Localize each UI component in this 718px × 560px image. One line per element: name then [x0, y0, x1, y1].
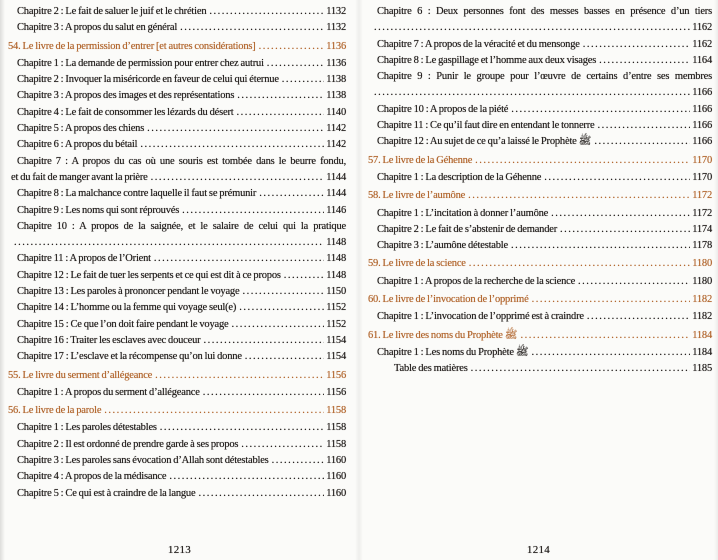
toc-entry-title: Chapitre 6 : Deux personnes font des messes basses en présence d’un tiers: [377, 6, 712, 17]
toc-chapter-entry: [368, 134, 712, 150]
toc-chapter-entry: [8, 72, 346, 88]
toc-entry-row: [8, 403, 346, 419]
toc-entry-row: [17, 437, 346, 453]
toc-page-number: 1138: [326, 74, 346, 86]
toc-chapter-entry: [8, 420, 346, 436]
toc-entry-title: Chapitre 2 : Le fait de saluer le juif et le chrétien: [17, 6, 207, 17]
toc-entry-title: Chapitre 7 : A propos du cas où une souris est tombée dans le beurre fondu,: [17, 155, 346, 167]
toc-page-number: 1158: [326, 422, 346, 434]
toc-page-number: 1136: [326, 57, 346, 69]
dot-leader: [272, 453, 325, 469]
toc-chapter-entry: [8, 453, 346, 469]
dot-leader: [599, 53, 690, 69]
toc-plain-entry: [368, 361, 712, 377]
toc-entry-row: [377, 309, 712, 325]
toc-page-number: 1148: [326, 253, 346, 265]
toc-entry-leader-row: [11, 170, 346, 186]
toc-entry-title: Chapitre 10 : A propos de la piété: [377, 103, 509, 115]
toc-entry-title: 56. Le livre de la parole: [8, 405, 102, 417]
toc-entry-row: [17, 203, 346, 219]
toc-chapter-entry: [8, 219, 346, 252]
toc-chapter-entry: [8, 333, 346, 349]
toc-page-number: 1162: [692, 22, 712, 34]
toc-entry-title: Chapitre 3 : A propos des images et des représentations: [17, 90, 235, 102]
toc-page-number: 1172: [692, 207, 712, 219]
dot-leader: [551, 206, 690, 222]
toc-chapter-entry: [8, 284, 346, 300]
dot-leader: [520, 328, 690, 344]
toc-chapter-entry: [368, 274, 712, 290]
toc-chapter-entry: [368, 206, 712, 222]
toc-entry-row: [17, 333, 346, 349]
toc-page-number: 1170: [692, 154, 712, 166]
toc-page-number: 1136: [326, 40, 346, 52]
toc-entry-title: Chapitre 13 : Les paroles à prononcer pendant le voyage: [17, 286, 240, 298]
toc-entry-row: [17, 137, 346, 153]
dot-leader: [155, 368, 324, 384]
toc-page-number: 1184: [692, 329, 712, 341]
toc-entry-title: Chapitre 1 : La demande de permission pour entrer chez autrui: [17, 57, 264, 69]
dot-leader: [160, 420, 324, 436]
toc-entry-row: [368, 328, 712, 344]
toc-page-number: 1144: [326, 188, 346, 200]
dot-leader: [468, 188, 690, 204]
toc-entry-row: [17, 486, 346, 502]
toc-book-entry: [368, 292, 712, 308]
toc-chapter-entry: [8, 4, 346, 20]
toc-entry-title: Chapitre 9 : Les noms qui sont réprouvés: [17, 204, 180, 216]
dot-leader: [469, 256, 690, 272]
dot-leader: [532, 345, 691, 361]
dot-leader: [239, 300, 324, 316]
toc-entry-row: [377, 238, 712, 254]
toc-page-number: 1180: [692, 258, 712, 270]
toc-chapter-entry: [368, 170, 712, 186]
toc-chapter-entry: [8, 437, 346, 453]
dot-leader: [578, 274, 690, 290]
toc-book-entry: [368, 256, 712, 272]
toc-chapter-entry: [368, 118, 712, 134]
dot-leader: [169, 469, 324, 485]
toc-entry-title: Chapitre 15 : Ce que l’on doit faire pendant le voyage: [17, 318, 229, 330]
toc-chapter-entry: [8, 469, 346, 485]
toc-entry-row: [17, 121, 346, 137]
toc-chapter-entry: [368, 222, 712, 238]
toc-entry-row: [17, 420, 346, 436]
toc-entry-title: Chapitre 10 : A propos de la saignée, et le salaire de celui qui la pratique: [17, 220, 346, 232]
toc-entry-row: [368, 256, 712, 272]
dot-leader: [544, 170, 690, 186]
toc-entry-row: [377, 134, 712, 150]
toc-chapter-entry: [368, 53, 712, 69]
toc-page-number: 1180: [692, 275, 712, 287]
toc-entry-title: Chapitre 2 : Invoquer la miséricorde en faveur de celui qui éternue: [17, 74, 279, 86]
toc-chapter-entry: [368, 37, 712, 53]
toc-entry-title: Chapitre 2 : Le fait de s’abstenir de demander: [377, 223, 558, 235]
toc-entry-row: [377, 222, 712, 238]
toc-entry-title: Chapitre 3 : L’aumône détestable: [377, 240, 508, 252]
toc-page-number: 1182: [692, 311, 712, 323]
toc-book-entry: [368, 328, 712, 344]
dot-leader: [282, 72, 324, 88]
toc-page-number: 1152: [326, 302, 346, 314]
toc-entry-row: [17, 469, 346, 485]
toc-chapter-entry: [368, 238, 712, 254]
toc-entry-title: Chapitre 1 : A propos du serment d’allégeance: [17, 386, 200, 398]
toc-entry-title: Table des matières: [394, 363, 468, 375]
toc-entry-row: [17, 186, 346, 202]
toc-entry-title: Chapitre 3 : Les paroles sans évocation d’Allah sont détestables: [17, 455, 269, 467]
toc-page-number: 1182: [692, 294, 712, 306]
toc-book-entry: [368, 188, 712, 204]
toc-page-number: 1154: [326, 334, 346, 346]
dot-leader: [245, 349, 324, 365]
toc-chapter-entry: [368, 102, 712, 118]
toc-content-left: [0, 0, 359, 502]
toc-page-number: 1178: [692, 240, 712, 252]
folio-page-number: 1214: [526, 543, 551, 556]
toc-page-number: 1185: [692, 363, 712, 375]
toc-entry-row: [17, 56, 346, 72]
dot-leader: [532, 292, 691, 308]
toc-entry-leader-row: [371, 20, 712, 36]
toc-chapter-entry: [368, 345, 712, 361]
dot-leader: [14, 235, 324, 251]
toc-entry-title: Chapitre 5 : A propos des chiens: [17, 123, 145, 135]
toc-entry-title: Chapitre 12 : Au sujet de ce qu’a laissé le Prophète ﷺ: [377, 136, 592, 148]
dot-leader: [374, 85, 690, 101]
dot-leader: [284, 268, 324, 284]
toc-page-number: 1158: [326, 405, 346, 417]
toc-page-number: 1148: [326, 269, 346, 281]
toc-chapter-entry: [8, 268, 346, 284]
toc-chapter-entry: [8, 251, 346, 267]
toc-page-number: 1132: [326, 6, 346, 17]
toc-chapter-entry: [368, 309, 712, 325]
toc-entry-row: [17, 284, 346, 300]
toc-entry-title: Chapitre 7 : A propos de la véracité et du mensonge: [377, 38, 580, 50]
toc-chapter-entry: [8, 203, 346, 219]
toc-page-number: 1162: [692, 38, 712, 50]
toc-entry-title: 61. Le livre des noms du Prophète ﷺ: [368, 329, 518, 341]
dot-leader: [259, 186, 324, 202]
dot-leader: [267, 56, 324, 72]
toc-entry-title: Chapitre 1 : L’invocation de l’opprimé est à craindre: [377, 311, 584, 323]
toc-page-number: 1164: [692, 54, 712, 66]
toc-entry-title: Chapitre 11 : Ce qu’il faut dire en entendant le tonnerre: [377, 120, 595, 132]
toc-chapter-entry: [8, 121, 346, 137]
toc-entry-title: 57. Le livre de la Géhenne: [368, 154, 473, 166]
toc-entry-title: 59. Le livre de la science: [368, 258, 466, 270]
toc-entry-title: Chapitre 1 : Les paroles détestables: [17, 422, 157, 434]
toc-page-number: 1166: [692, 120, 712, 132]
toc-page-number: 1148: [326, 237, 346, 249]
toc-chapter-entry: [8, 486, 346, 502]
toc-page-number: 1160: [326, 487, 346, 499]
toc-book-entry: [8, 39, 346, 55]
dot-leader: [104, 403, 324, 419]
toc-entry-title: Chapitre 4 : A propos de la médisance: [17, 471, 167, 483]
dot-leader: [471, 361, 691, 377]
toc-entry-continuation: et du fait de manger avant la prière: [11, 171, 148, 183]
toc-chapter-entry: [368, 69, 712, 102]
toc-page-number: 1140: [326, 106, 346, 118]
toc-entry-title: Chapitre 14 : L’homme ou la femme qui voyage seul(e): [17, 302, 237, 314]
dot-leader: [237, 88, 324, 104]
toc-page-number: 1142: [326, 139, 346, 151]
toc-chapter-entry: [8, 56, 346, 72]
toc-page-number: 1132: [326, 22, 346, 34]
dot-leader: [259, 39, 325, 55]
dot-leader: [475, 153, 690, 169]
toc-page-number: 1154: [326, 351, 346, 363]
dot-leader: [209, 4, 324, 20]
toc-entry-title: Chapitre 1 : Les noms du Prophète ﷺ: [377, 346, 529, 358]
toc-entry-title: 54. Le livre de la permission d’entrer [et autres considérations]: [8, 40, 256, 52]
toc-page-number: 1150: [326, 286, 346, 298]
toc-page-number: 1138: [326, 90, 346, 102]
toc-entry-leader-row: [11, 235, 346, 251]
toc-entry-row: [368, 292, 712, 308]
toc-entry-row: [17, 268, 346, 284]
toc-page-number: 1156: [326, 386, 346, 398]
toc-entry-title: Chapitre 16 : Traiter les esclaves avec douceur: [17, 334, 201, 346]
toc-chapter-entry: [8, 317, 346, 333]
toc-entry-title: Chapitre 2 : Il est ordonné de prendre garde à ses propos: [17, 438, 239, 450]
toc-entry-title: Chapitre 4 : Le fait de consommer les lézards du désert: [17, 106, 234, 118]
dot-leader: [374, 20, 690, 36]
toc-entry-title: Chapitre 3 : A propos du salut en général: [17, 22, 178, 34]
toc-entry-title: 60. Le livre de l’invocation de l’opprimé: [368, 294, 529, 306]
dot-leader: [594, 134, 690, 150]
dot-leader: [560, 222, 690, 238]
toc-chapter-entry: [8, 186, 346, 202]
toc-page-number: 1184: [692, 346, 712, 358]
toc-page-number: 1158: [326, 438, 346, 450]
toc-page-number: 1146: [326, 204, 346, 216]
dot-leader: [140, 137, 324, 153]
toc-entry-row: [8, 39, 346, 55]
book-page-right: [359, 0, 718, 560]
toc-page-number: 1172: [692, 190, 712, 202]
toc-page-number: 1156: [326, 369, 346, 381]
dot-leader: [511, 102, 690, 118]
toc-entry-row: [377, 345, 712, 361]
toc-entry-row: [377, 37, 712, 53]
dot-leader: [182, 203, 324, 219]
toc-entry-row: [377, 274, 712, 290]
toc-page-number: 1170: [692, 171, 712, 183]
toc-page-number: 1160: [326, 455, 346, 467]
dot-leader: [147, 121, 324, 137]
toc-page-number: 1152: [326, 318, 346, 330]
toc-entry-title: Chapitre 1 : La description de la Géhenne: [377, 171, 542, 183]
toc-content-right: [359, 0, 718, 378]
dot-leader: [203, 385, 325, 401]
toc-entry-row: [17, 72, 346, 88]
toc-chapter-entry: [8, 88, 346, 104]
toc-page-number: 1174: [692, 223, 712, 235]
folio-page-number: 1213: [167, 543, 192, 556]
dot-leader: [597, 118, 690, 134]
toc-page-number: 1160: [326, 471, 346, 483]
toc-entry-row: [17, 20, 346, 36]
toc-entry-title: Chapitre 17 : L’esclave et la récompense qu’on lui donne: [17, 351, 242, 363]
toc-chapter-entry: [8, 154, 346, 187]
toc-chapter-entry: [368, 4, 712, 37]
toc-entry-row: [17, 300, 346, 316]
toc-entry-row: [368, 153, 712, 169]
toc-entry-row: [17, 317, 346, 333]
toc-entry-row: [377, 53, 712, 69]
toc-entry-row: [17, 453, 346, 469]
toc-book-entry: [368, 153, 712, 169]
toc-entry-row: [377, 102, 712, 118]
toc-entry-title: Chapitre 6 : A propos du bétail: [17, 139, 138, 151]
toc-entry-row: [17, 385, 346, 401]
toc-book-entry: [8, 403, 346, 419]
dot-leader: [241, 437, 324, 453]
dot-leader: [198, 486, 324, 502]
toc-chapter-entry: [8, 20, 346, 36]
toc-entry-row: [377, 206, 712, 222]
toc-entry-title: Chapitre 12 : Le fait de tuer les serpents et ce qui est dit à ce propos: [17, 269, 281, 281]
toc-page-number: 1166: [692, 87, 712, 99]
dot-leader: [587, 309, 690, 325]
toc-entry-title: 58. Le livre de l’aumône: [368, 190, 466, 202]
toc-book-entry: [8, 368, 346, 384]
dot-leader: [154, 251, 324, 267]
toc-entry-row: [368, 188, 712, 204]
toc-chapter-entry: [8, 385, 346, 401]
toc-entry-title: Chapitre 8 : La malchance contre laquelle il faut se prémunir: [17, 188, 257, 200]
toc-entry-title: Chapitre 1 : A propos de la recherche de la science: [377, 275, 576, 287]
toc-entry-title: Chapitre 11 : A propos de l’Orient: [17, 253, 151, 265]
toc-page-number: 1166: [692, 136, 712, 148]
toc-page-number: 1142: [326, 123, 346, 135]
toc-entry-title: Chapitre 1 : L’incitation à donner l’aumône: [377, 207, 549, 219]
toc-chapter-entry: [8, 137, 346, 153]
toc-entry-title: Chapitre 5 : Ce qui est à craindre de la langue: [17, 487, 196, 499]
toc-entry-leader-row: [371, 85, 712, 101]
dot-leader: [180, 20, 324, 36]
dot-leader: [231, 317, 324, 333]
toc-entry-row: [8, 368, 346, 384]
toc-chapter-entry: [8, 300, 346, 316]
toc-entry-title: Chapitre 9 : Punir le groupe pour l’œuvre de certains d’entre ses membres: [377, 71, 712, 83]
dot-leader: [237, 105, 325, 121]
toc-entry-row: [377, 118, 712, 134]
toc-entry-row: [377, 170, 712, 186]
toc-entry-row: [17, 88, 346, 104]
toc-page-number: 1144: [326, 171, 346, 183]
dot-leader: [242, 284, 324, 300]
toc-entry-title: 55. Le livre du serment d’allégeance: [8, 369, 153, 381]
toc-entry-row: [17, 4, 346, 20]
toc-entry-row: [17, 349, 346, 365]
toc-entry-row: [17, 251, 346, 267]
dot-leader: [203, 333, 324, 349]
toc-entry-title: Chapitre 8 : Le gaspillage et l’homme aux deux visages: [377, 54, 597, 66]
dot-leader: [511, 238, 690, 254]
toc-page-number: 1166: [692, 103, 712, 115]
toc-chapter-entry: [8, 105, 346, 121]
dot-leader: [583, 37, 690, 53]
toc-chapter-entry: [8, 349, 346, 365]
dot-leader: [151, 170, 325, 186]
toc-entry-row: [17, 105, 346, 121]
toc-entry-row: [394, 361, 712, 377]
